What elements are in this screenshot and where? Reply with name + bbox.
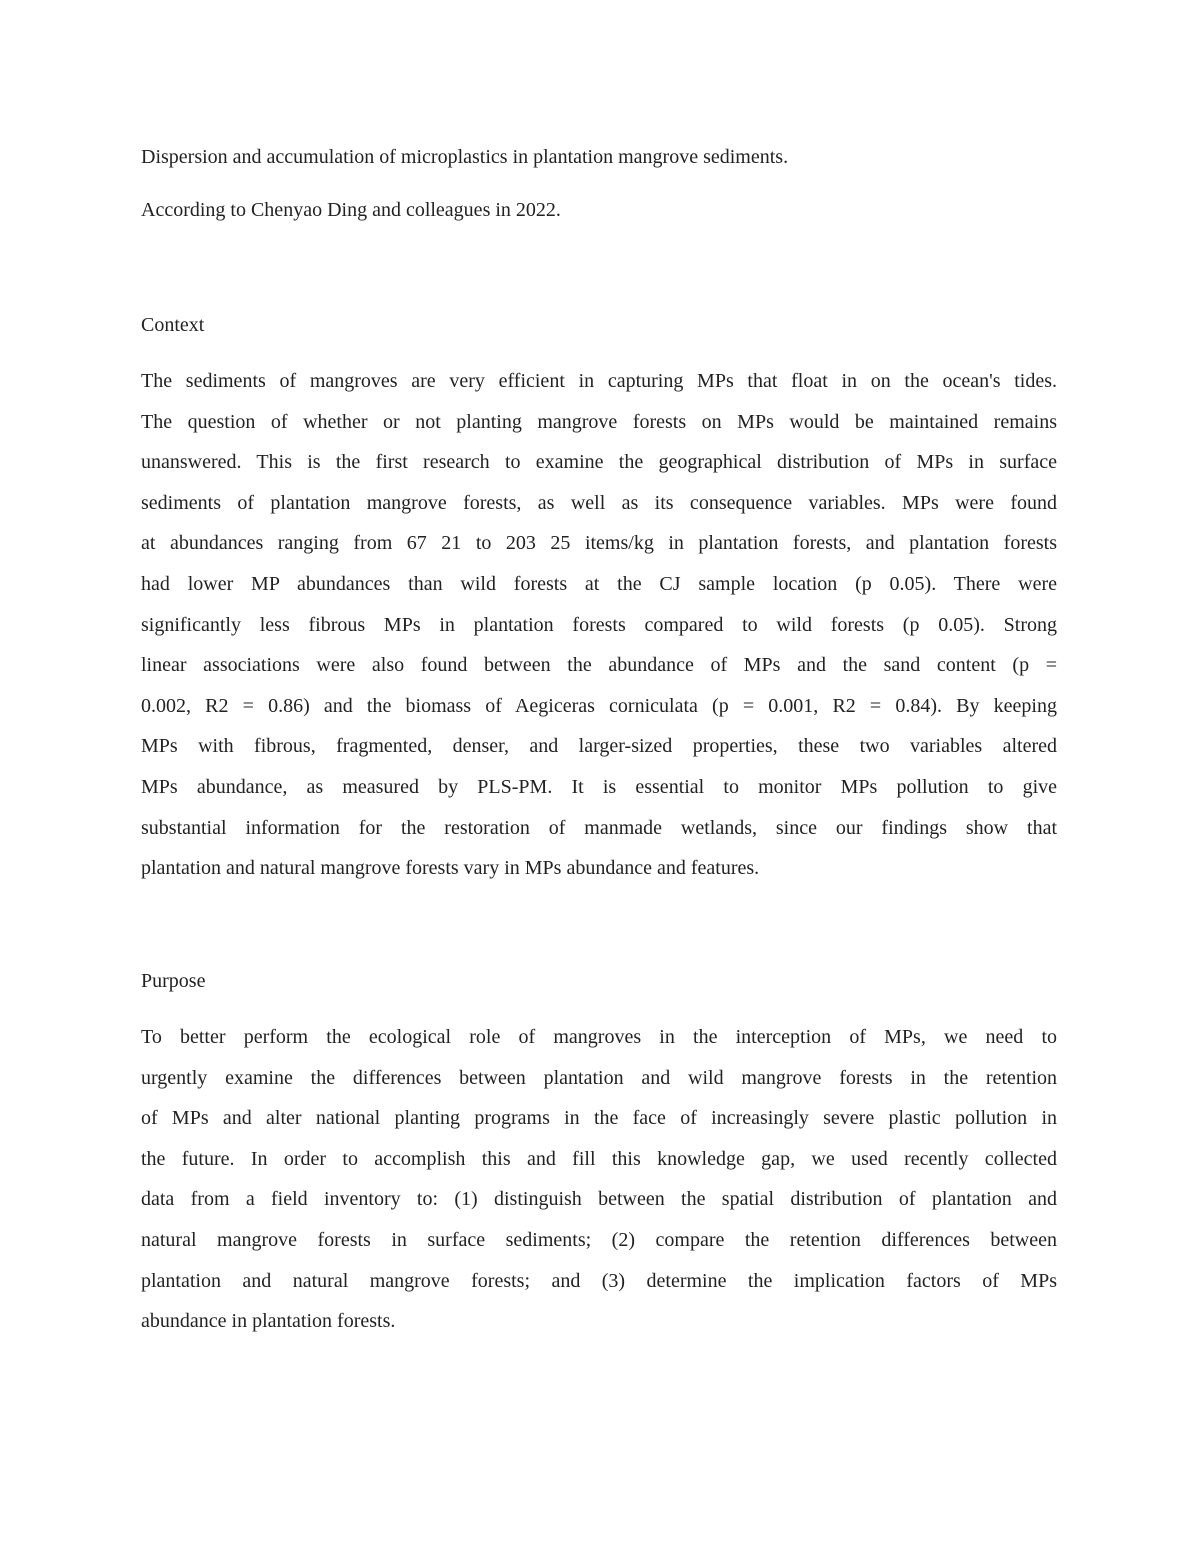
paragraph-line: The sediments of mangroves are very efficient in capturing MPs that float in on the ocean's tides. bbox=[141, 370, 1057, 392]
document-title: Dispersion and accumulation of microplastics in plantation mangrove sediments. bbox=[141, 146, 789, 168]
paragraph-line: natural mangrove forests in surface sediments; (2) compare the retention differences between bbox=[141, 1229, 1057, 1251]
paragraph-line: urgently examine the differences between plantation and wild mangrove forests in the retention bbox=[141, 1066, 1057, 1089]
paragraph-line: The question of whether or not planting mangrove forests on MPs would be maintained remains bbox=[141, 410, 1057, 433]
purpose-heading: Purpose bbox=[141, 970, 206, 992]
context-heading: Context bbox=[141, 314, 205, 336]
paragraph-line: plantation and natural mangrove forests vary in MPs abundance and features. bbox=[141, 857, 760, 880]
paragraph-line: substantial information for the restoration of manmade wetlands, since our findings show that bbox=[141, 816, 1057, 839]
paragraph-line: significantly less fibrous MPs in plantation forests compared to wild forests (p 0.05). Strong bbox=[141, 613, 1057, 636]
paragraph-line: sediments of plantation mangrove forests, as well as its consequence variables. MPs were found bbox=[141, 491, 1057, 514]
paragraph-line: abundance in plantation forests. bbox=[141, 1310, 396, 1333]
paragraph-line: of MPs and alter national planting programs in the face of increasingly severe plastic pollution in bbox=[141, 1107, 1057, 1130]
paragraph-line: the future. In order to accomplish this and fill this knowledge gap, we used recently collected bbox=[141, 1147, 1057, 1170]
paragraph-line: plantation and natural mangrove forests; and (3) determine the implication factors of MPs bbox=[141, 1269, 1057, 1292]
paragraph-line: MPs abundance, as measured by PLS-PM. It is essential to monitor MPs pollution to give bbox=[141, 776, 1057, 798]
attribution: According to Chenyao Ding and colleagues in 2022. bbox=[141, 199, 561, 221]
paragraph-line: linear associations were also found between the abundance of MPs and the sand content (p = bbox=[141, 654, 1057, 677]
paragraph-line: data from a field inventory to: (1) distinguish between the spatial distribution of plantation and bbox=[141, 1188, 1057, 1211]
paragraph-line: had lower MP abundances than wild forests at the CJ sample location (p 0.05). There were bbox=[141, 573, 1057, 595]
paragraph-line: To better perform the ecological role of mangroves in the interception of MPs, we need to bbox=[141, 1026, 1057, 1048]
paragraph-line: unanswered. This is the first research to examine the geographical distribution of MPs in surface bbox=[141, 451, 1057, 474]
paragraph-line: MPs with fibrous, fragmented, denser, and larger-sized properties, these two variables altered bbox=[141, 735, 1057, 758]
paragraph-line: 0.002, R2 = 0.86) and the biomass of Aegiceras corniculata (p = 0.001, R2 = 0.84). By keeping bbox=[141, 694, 1057, 717]
paragraph-line: at abundances ranging from 67 21 to 203 25 items/kg in plantation forests, and plantation forests bbox=[141, 532, 1057, 555]
